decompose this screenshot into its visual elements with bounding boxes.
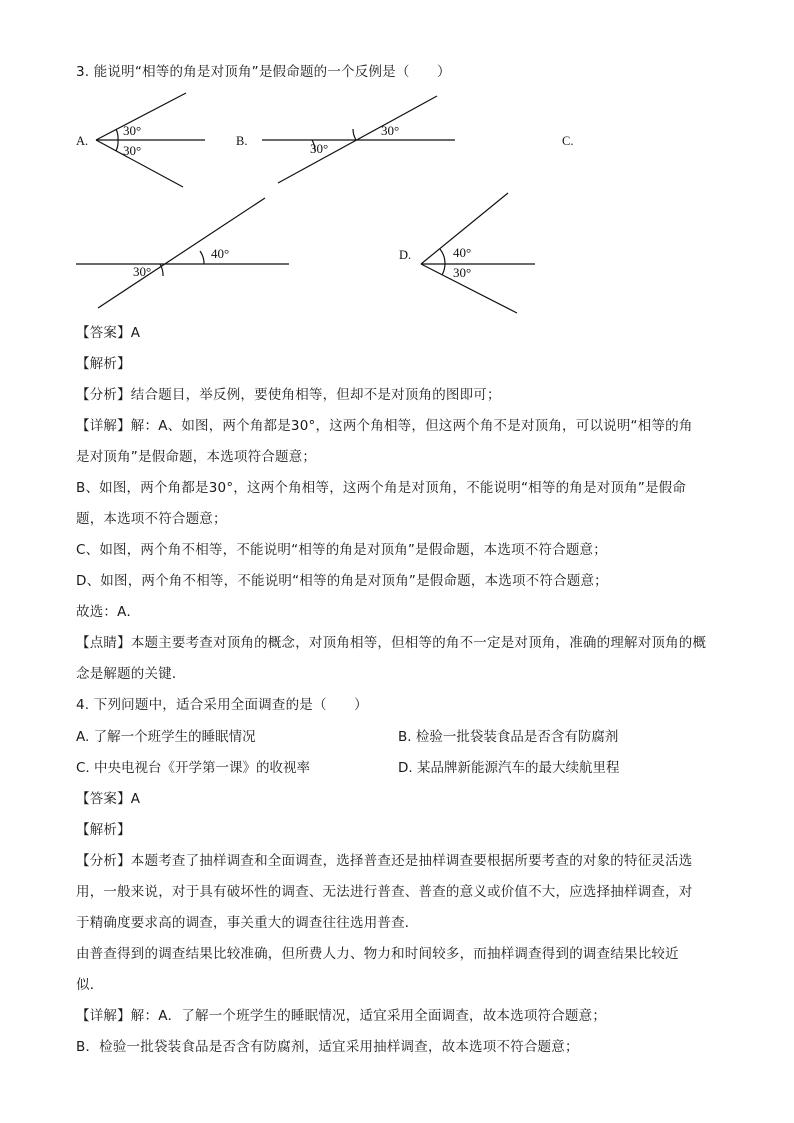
figure-a-arc-top [116, 129, 118, 140]
figure-d-angle-bottom: 30° [453, 265, 472, 280]
figure-c-arc-top [200, 251, 204, 264]
figure-c-label: C. [562, 134, 574, 148]
q4-stem: 4. 下列问题中，适合采用全面调查的是（ ） [76, 697, 368, 713]
q3-comment-line-1: 【点睛】本题主要考查对顶角的概念，对顶角相等，但相等的角不一定是对顶角，准确的理解对顶角的概 [76, 635, 707, 651]
q4-answer: 【答案】A [76, 791, 141, 807]
q3-detail-line-4: 题，本选项不符合题意； [76, 511, 227, 527]
figure-d-arc-bottom [442, 264, 445, 275]
q3-detail-line-2: 是对顶角”是假命题，本选项符合题意； [76, 449, 317, 465]
figure-b-angle-top: 30° [381, 123, 400, 138]
q4-detail-line-2: B．检验一批袋装食品是否含有防腐剂，适宜采用抽样调查，故本选项不符合题意； [76, 1039, 579, 1055]
figure-b [262, 96, 455, 183]
q4-analysis-line-1: 【分析】本题考查了抽样调查和全面调查，选择普查还是抽样调查要根据所要考查的对象的特征灵活选 [76, 853, 693, 869]
figure-a [96, 93, 205, 187]
q4-option-a: A. 了解一个班学生的睡眠情况 [76, 729, 256, 745]
figure-b-angle-bottom: 30° [310, 141, 329, 156]
figure-d [421, 193, 535, 313]
q3-figures [0, 0, 794, 330]
figure-d-angle-top: 40° [453, 245, 472, 260]
figure-b-arc-top [353, 129, 356, 140]
q3-comment-line-2: 念是解题的关键． [76, 666, 186, 682]
q3-analysis-heading: 【解析】 [76, 356, 131, 372]
q4-option-c: C. 中央电视台《开学第一课》的收视率 [76, 760, 311, 776]
q3-answer: 【答案】A [76, 325, 141, 341]
figure-c [76, 198, 289, 308]
figure-a-arc-bottom [116, 140, 118, 151]
q4-analysis-heading: 【解析】 [76, 822, 131, 838]
q4-detail-line-1: 【详解】解：A．了解一个班学生的睡眠情况，适宜采用全面调查，故本选项符合题意； [76, 1008, 607, 1024]
figure-b-label: B. [236, 134, 248, 148]
q3-detail-line-5: C、如图，两个角不相等，不能说明“相等的角是对顶角”是假命题，本选项不符合题意； [76, 542, 607, 558]
figure-a-label: A. [76, 134, 89, 148]
figure-d-arc-top [440, 249, 445, 264]
q4-analysis-line-4: 由普查得到的调查结果比较准确，但所费人力、物力和时间较多，而抽样调查得到的调查结果比较近 [76, 946, 679, 962]
q3-detail-line-6: D、如图，两个角不相等，不能说明“相等的角是对顶角”是假命题，本选项不符合题意； [76, 573, 608, 589]
q3-stem: 3. 能说明“相等的角是对顶角”是假命题的一个反例是（ ） [76, 64, 451, 80]
figure-c-angle-top: 40° [211, 246, 230, 261]
q4-option-b: B. 检验一批袋装食品是否含有防腐剂 [398, 729, 619, 745]
q3-choose: 故选：A． [76, 604, 141, 620]
figure-a-angle-bottom: 30° [123, 143, 142, 158]
figure-d-label: D. [399, 248, 412, 262]
q4-analysis-line-3: 于精确度要求高的调查，事关重大的调查往往选用普查． [76, 915, 419, 931]
figure-c-angle-bottom: 30° [133, 264, 152, 279]
q4-analysis-line-2: 用，一般来说，对于具有破坏性的调查、无法进行普查、普查的意义或价值不大，应选择抽样调查，对 [76, 884, 693, 900]
q3-detail-line-3: B、如图，两个角都是30°，这两个角相等，这两个角是对顶角，不能说明“相等的角是对顶角”是假命 [76, 480, 687, 496]
figure-a-angle-top: 30° [123, 123, 142, 138]
q3-analysis: 【分析】结合题目，举反例，要使角相等，但却不是对顶角的图即可； [76, 387, 501, 403]
figure-c-slant-line [98, 198, 265, 308]
q4-option-d: D. 某品牌新能源汽车的最大续航里程 [398, 760, 620, 776]
q4-analysis-line-5: 似． [76, 977, 104, 993]
q3-detail-line-1: 【详解】解：A、如图，两个角都是30°，这两个角相等，但这两个角不是对顶角，可以说明“相等的角 [76, 418, 693, 434]
